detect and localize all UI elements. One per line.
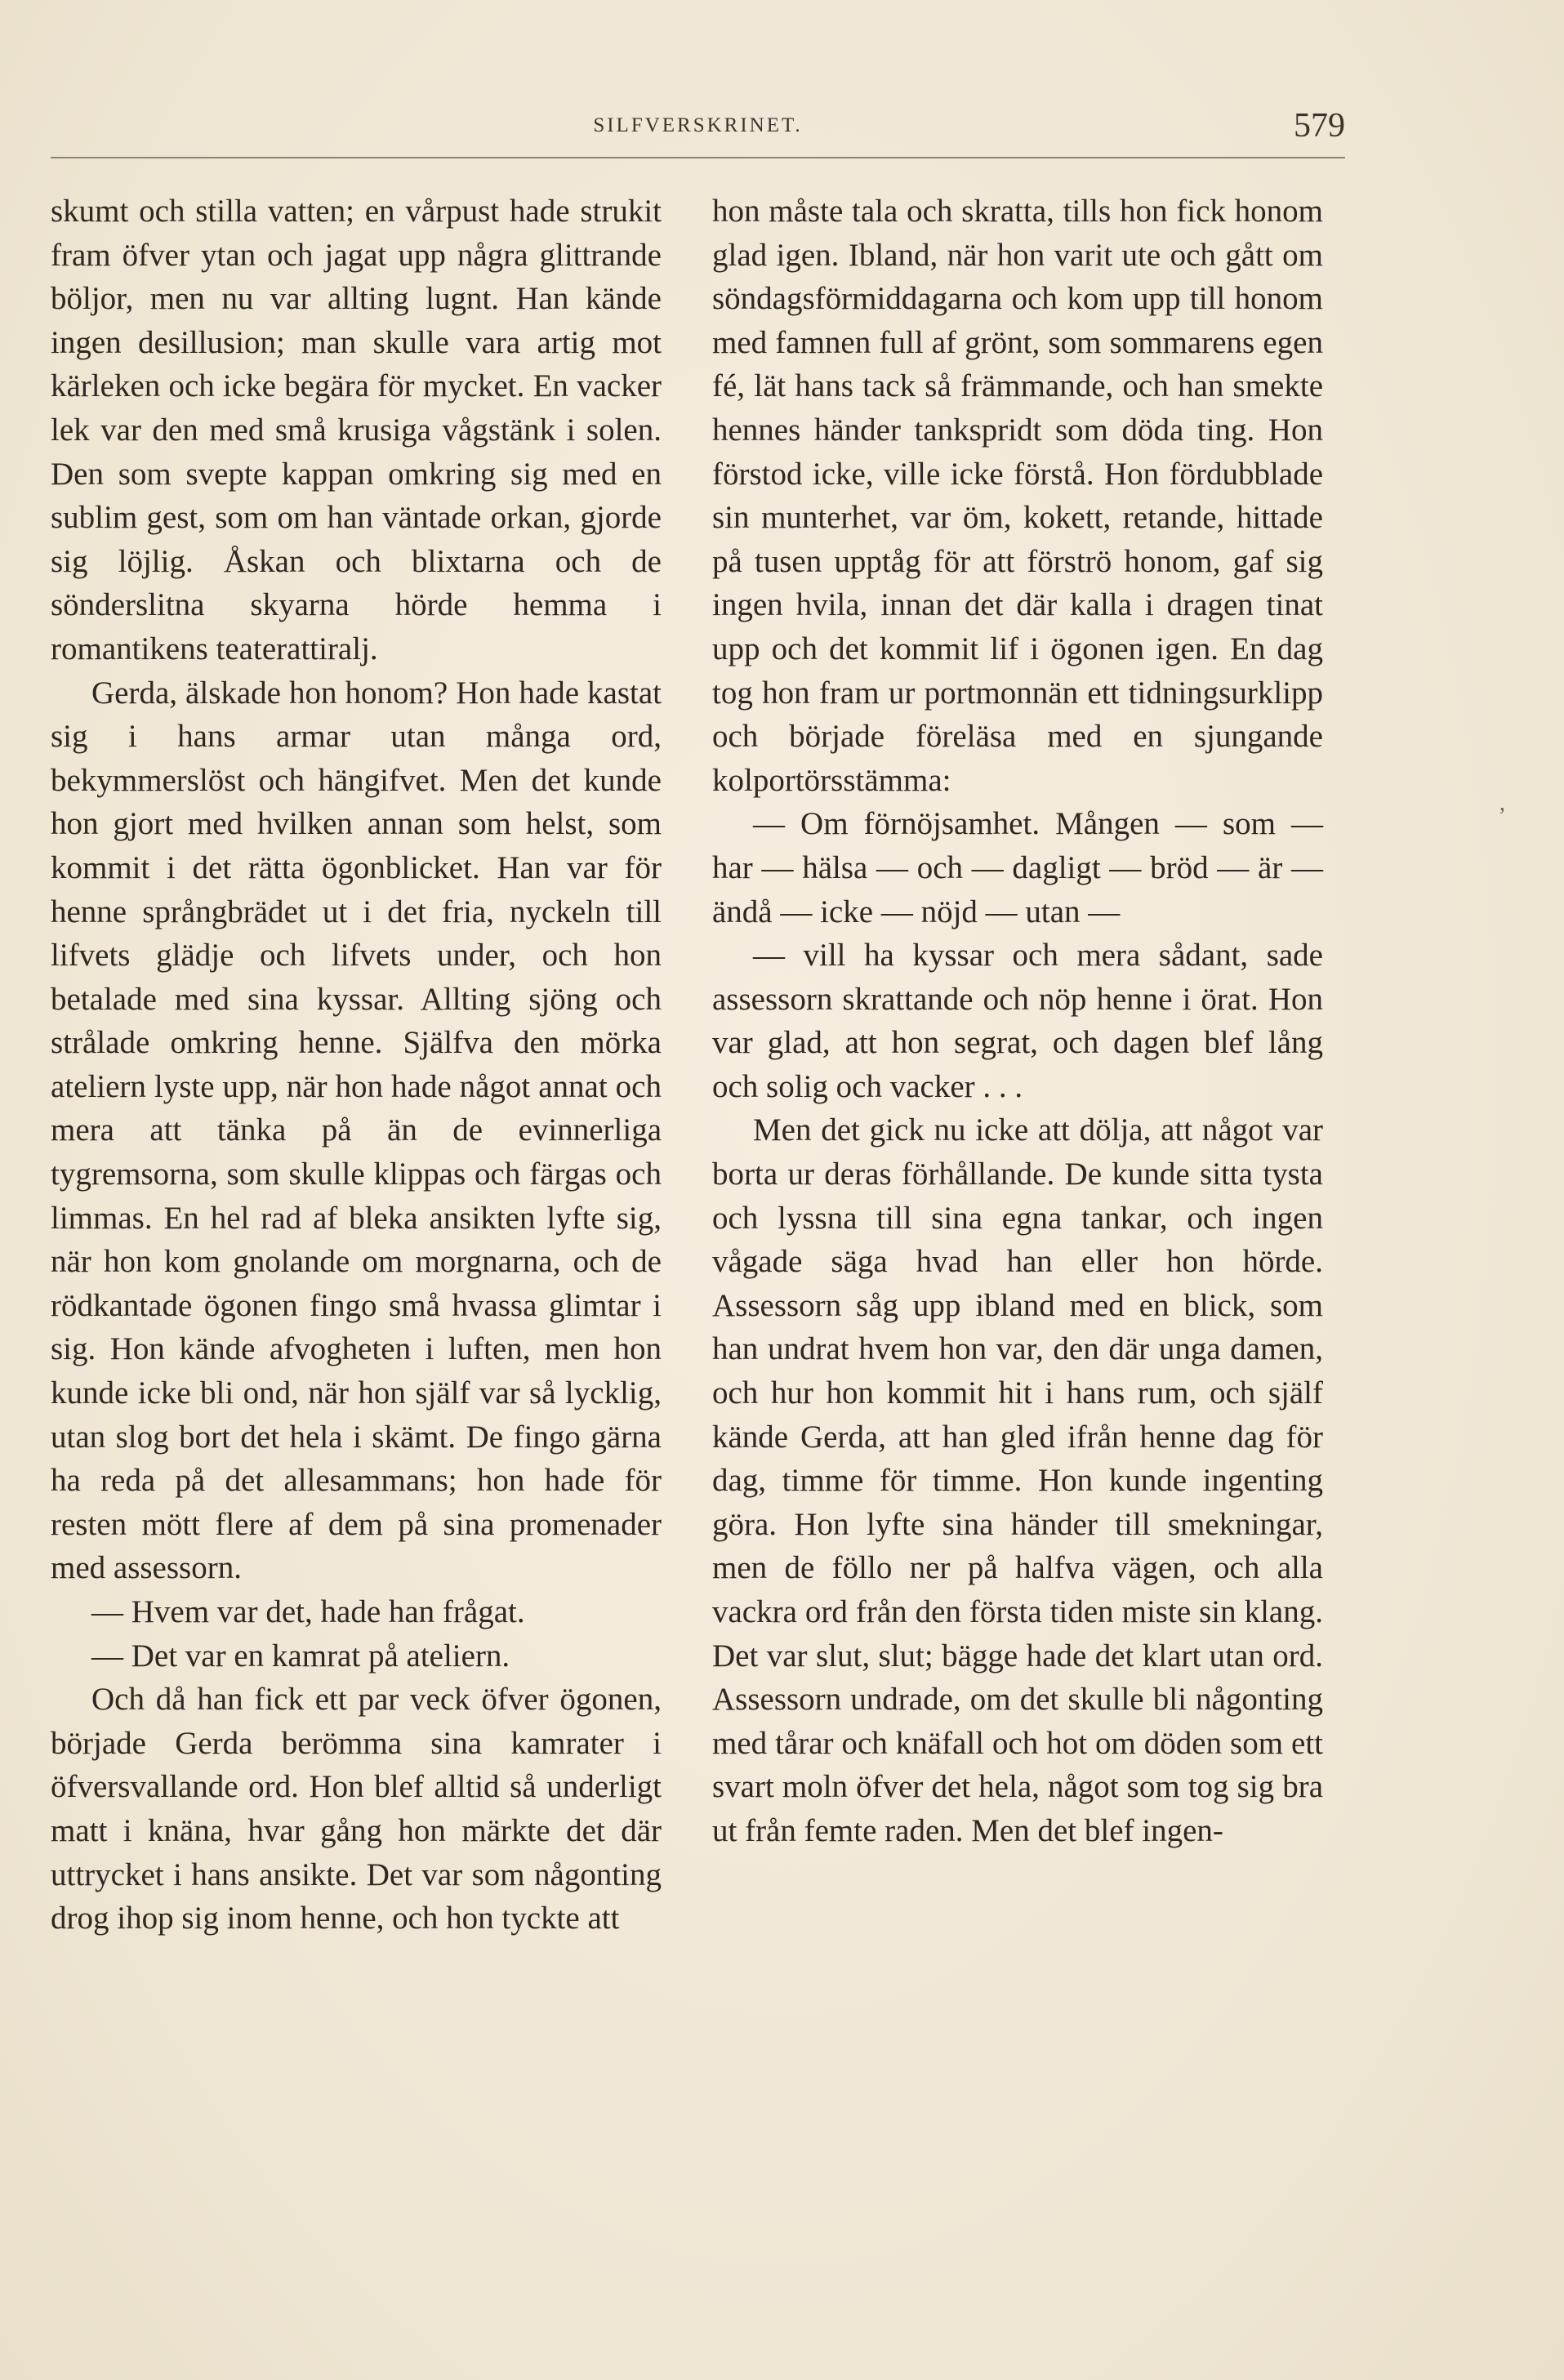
quoted-text: — Om förnöjsamhet. Mången — som — har — hälsa — och — dagligt — bröd — är — ändå — icke — nöjd — utan —: [712, 806, 1323, 929]
page-number: 579: [1294, 107, 1345, 145]
paragraph: hon måste tala och skratta, tills hon fick honom glad igen. Ibland, när hon varit ute och gått om söndagsförmiddagarna och kom upp till honom med famnen full af grönt, som sommarens egen fé, lät hans tack så främmande, och han smekte hennes händer tankspridt som döda ting. Hon förstod icke, ville icke förstå. Hon fördubblade sin munterhet, var öm, kokett, retande, hittade på tusen upptåg för att förströ honom, gaf sig ingen hvila, innan det där kalla i dragen tinat upp och det kommit lif i ögonen igen. En dag tog hon fram ur portmonnän ett tidningsurklipp och började föreläsa med en sjungande kolportörsstämma:: [712, 194, 1323, 798]
paragraph: Gerda, älskade hon honom? Hon hade kastat sig i hans armar utan många ord, bekymmerslöst och hängifvet. Men det kunde hon gjort med hvilken annan som helst, som kommit i det rätta ögonblicket. Han var för henne språngbrädet ut i det fria, nyckeln till lifvets glädje och lifvets under, och hon betalade med sina kyssar. Allting sjöng och strålade omkring henne. Själfva den mörka ateliern lyste upp, när hon hade något annat och mera att tänka på än de evinnerliga tygremsorna, som skulle klippas och färgas och limmas. En hel rad af bleka ansikten lyfte sig, när hon kom gnolande om morgnarna, och de rödkantade ögonen fingo små hvassa glimtar i sig. Hon kände afvogheten i luften, men hon kunde icke bli ond, när hon själf var så lycklig, utan slog bort det hela i skämt. De fingo gärna ha reda på det allesammans; hon hade för resten mött flere af dem på sina promenader med assessorn.: [51, 675, 662, 1586]
dialogue-line: — Hvem var det, hade han frågat.: [91, 1594, 525, 1629]
page-header: [51, 98, 1345, 158]
dialogue-line: — Det var en kamrat på ateliern.: [91, 1638, 510, 1674]
margin-mark: ,: [1499, 791, 1505, 816]
right-column: [712, 189, 1323, 1853]
paragraph: Men det gick nu icke att dölja, att något var borta ur deras förhållande. De kunde sitta tysta och lyssna till sina egna tankar, och ingen vågade säga hvad han eller hon hörde. Assessorn såg upp ibland med en blick, som han undrat hvem hon var, den där unga damen, och hur hon kommit hit i hans rum, och själf kände Gerda, att han gled ifrån henne dag för dag, timme för timme. Hon kunde ingenting göra. Hon lyfte sina händer till smekningar, men de föllo ner på halfva vägen, och alla vackra ord från den första tiden miste sin klang. Det var slut, slut; bägge hade det klart utan ord. Assessorn undrade, om det skulle bli någonting med tårar och knäfall och hot om döden som ett svart moln öfver det hela, något som tog sig bra ut från femte raden. Men det blef ingen-: [712, 1112, 1323, 1848]
paragraph: Och då han fick ett par veck öfver ögonen, började Gerda berömma sina kamrater i öfversvallande ord. Hon blef alltid så underligt matt i knäna, hvar gång hon märkte det där uttrycket i hans ansikte. Det var som någonting drog ihop sig inom henne, och hon tyckte att: [51, 1682, 662, 1937]
left-column: [51, 189, 662, 1941]
paragraph: skumt och stilla vatten; en vårpust hade strukit fram öfver ytan och jagat upp några glittrande böljor, men nu var allting lugnt. Han kände ingen desillusion; man skulle vara artig mot kärleken och icke begära för mycket. En vacker lek var den med små krusiga vågstänk i solen. Den som svepte kappan omkring sig med en sublim gest, som om han väntade orkan, gjorde sig löjlig. Åskan och blixtarna och de sönderslitna skyarna hörde hemma i romantikens teaterattiralj.: [51, 194, 662, 666]
paragraph: — vill ha kyssar och mera sådant, sade assessorn skrattande och nöp henne i örat. Hon var glad, att hon segrat, och dagen blef lång och solig och vacker . . .: [712, 938, 1323, 1104]
running-title: SILFVERSKRINET.: [593, 114, 803, 136]
